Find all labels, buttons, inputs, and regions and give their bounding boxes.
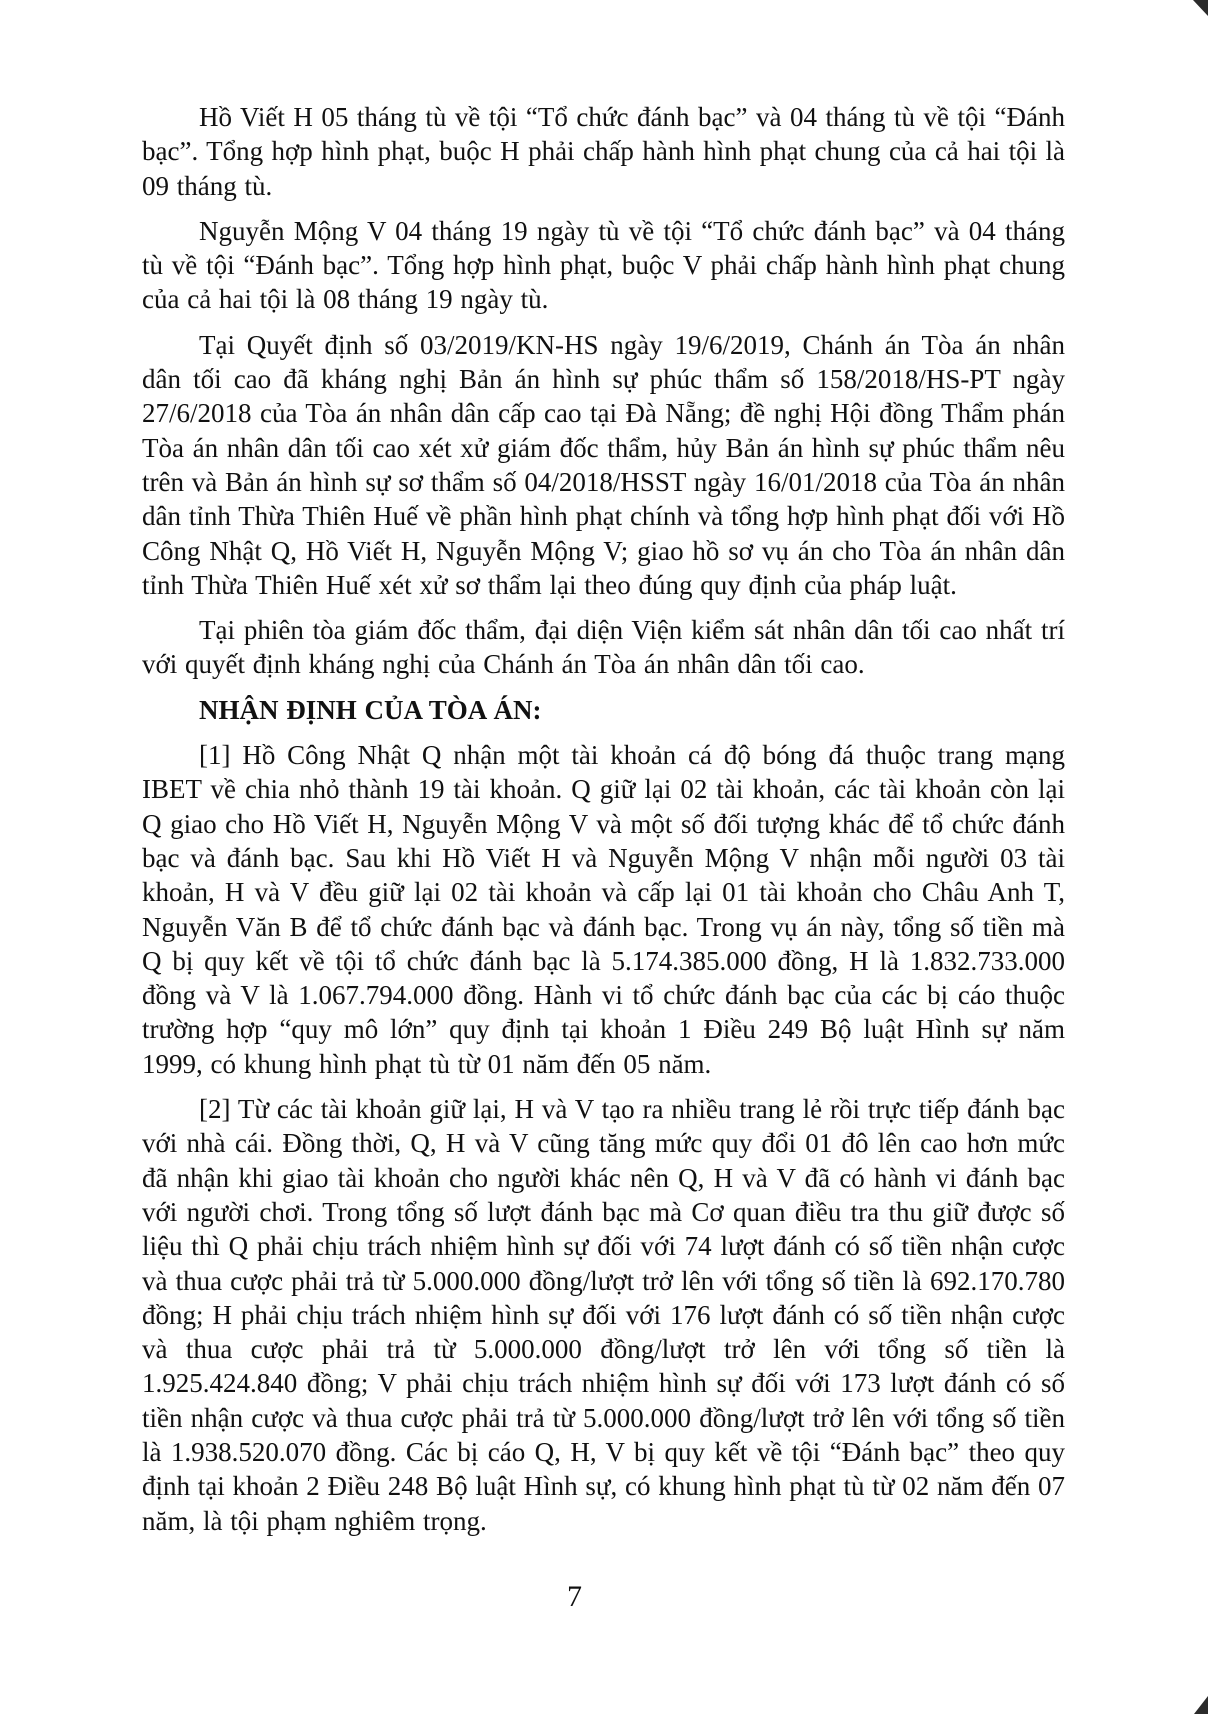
paragraph-sentence-ho-viet-h: Hồ Viết H 05 tháng tù về tội “Tổ chức đánh bạc” và 04 tháng tù về tội “Đánh bạc”. Tổng hợp hình phạt, buộc H phải chấp hành hình phạt chung của cả hai tội là 09 tháng tù. bbox=[142, 102, 1065, 201]
paragraph-phien-toa-giam-doc-tham: Tại phiên tòa giám đốc thẩm, đại diện Viện kiểm sát nhân dân tối cao nhất trí với quyết định kháng nghị của Chánh án Tòa án nhân dân tối cao. bbox=[142, 615, 1065, 680]
paragraph-sentence-nguyen-mong-v: Nguyễn Mộng V 04 tháng 19 ngày tù về tội “Tổ chức đánh bạc” và 04 tháng tù về tội “Đánh bạc”. Tổng hợp hình phạt, buộc V phải chấp hành hình phạt chung của cả hai tội là 08 tháng 19 ngày tù. bbox=[142, 215, 1065, 315]
paragraph-khang-nghi-decision: Tại Quyết định số 03/2019/KN-HS ngày 19/6/2019, Chánh án Tòa án nhân dân tối cao đã kháng nghị Bản án hình sự phúc thẩm số 158/2018/HS-PT ngày 27/6/2018 của Tòa án nhân dân cấp cao tại Đà Nẵng; đề nghị Hội đồng Thẩm phán Tòa án nhân dân tối cao xét xử giám đốc thẩm, hủy Bản án hình sự phúc thẩm nêu trên và Bản án hình sự sơ thẩm số 04/2018/HSST ngày 16/01/2018 của Tòa án nhân dân tỉnh Thừa Thiên Huế về phần hình phạt chính và tổng hợp hình phạt đối với Hồ Công Nhật Q, Hồ Viết H, Nguyễn Mộng V; giao hồ sơ vụ án cho Tòa án nhân dân tỉnh Thừa Thiên Huế xét xử sơ thẩm lại theo đúng quy định của pháp luật. bbox=[142, 329, 1065, 600]
document-body bbox=[142, 100, 1065, 1549]
section-heading-nhan-dinh-cua-toa-an: NHẬN ĐỊNH CỦA TÒA ÁN: bbox=[199, 694, 542, 725]
paragraph-finding-2: [2] Từ các tài khoản giữ lại, H và V tạo ra nhiều trang lẻ rồi trực tiếp đánh bạc với nhà cái. Đồng thời, Q, H và V cũng tăng mức quy đổi 01 đô lên cao hơn mức đã nhận khi giao tài khoản cho người khác nên Q, H và V đã có hành vi đánh bạc với người chơi. Trong tổng số lượt đánh bạc mà Cơ quan điều tra thu giữ được số liệu thì Q phải chịu trách nhiệm hình sự đối với 74 lượt đánh có số tiền nhận cược và thua cược phải trả từ 5.000.000 đồng/lượt trở lên với tổng số tiền là 692.170.780 đồng; H phải chịu trách nhiệm hình sự đối với 176 lượt đánh có số tiền nhận cược và thua cược phải trả từ 5.000.000 đồng/lượt trở lên với tổng số tiền là 1.925.424.840 đồng; V phải chịu trách nhiệm hình sự đối với 173 lượt đánh có số tiền nhận cược và thua cược phải trả từ 5.000.000 đồng/lượt trở lên với tổng số tiền là 1.938.520.070 đồng. Các bị cáo Q, H, V bị quy kết về tội “Đánh bạc” theo quy định tại khoản 2 Điều 248 Bộ luật Hình sự, có khung hình phạt tù từ 02 năm đến 07 năm, là tội phạm nghiêm trọng. bbox=[142, 1094, 1065, 1536]
paragraph-finding-1: [1] Hồ Công Nhật Q nhận một tài khoản cá độ bóng đá thuộc trang mạng IBET về chia nhỏ thành 19 tài khoản. Q giữ lại 02 tài khoản, các tài khoản còn lại Q giao cho Hồ Viết H, Nguyễn Mộng V và một số đối tượng khác để tổ chức đánh bạc và đánh bạc. Sau khi Hồ Viết H và Nguyễn Mộng V nhận mỗi người 03 tài khoản, H và V đều giữ lại 02 tài khoản và cấp lại 01 tài khoản cho Châu Anh T, Nguyễn Văn B để tổ chức đánh bạc và đánh bạc. Trong vụ án này, tổng số tiền mà Q bị quy kết về tội tổ chức đánh bạc là 5.174.385.000 đồng, H là 1.832.733.000 đồng và V là 1.067.794.000 đồng. Hành vi tổ chức đánh bạc của các bị cáo thuộc trường hợp “quy mô lớn” quy định tại khoản 1 Điều 249 Bộ luật Hình sự năm 1999, có khung hình phạt tù từ 01 năm đến 05 năm. bbox=[142, 740, 1065, 1079]
page-number: 7 bbox=[567, 1580, 582, 1613]
scan-artifact-bottom-right bbox=[1194, 1696, 1208, 1714]
scan-artifact-top-right bbox=[1193, 0, 1208, 16]
